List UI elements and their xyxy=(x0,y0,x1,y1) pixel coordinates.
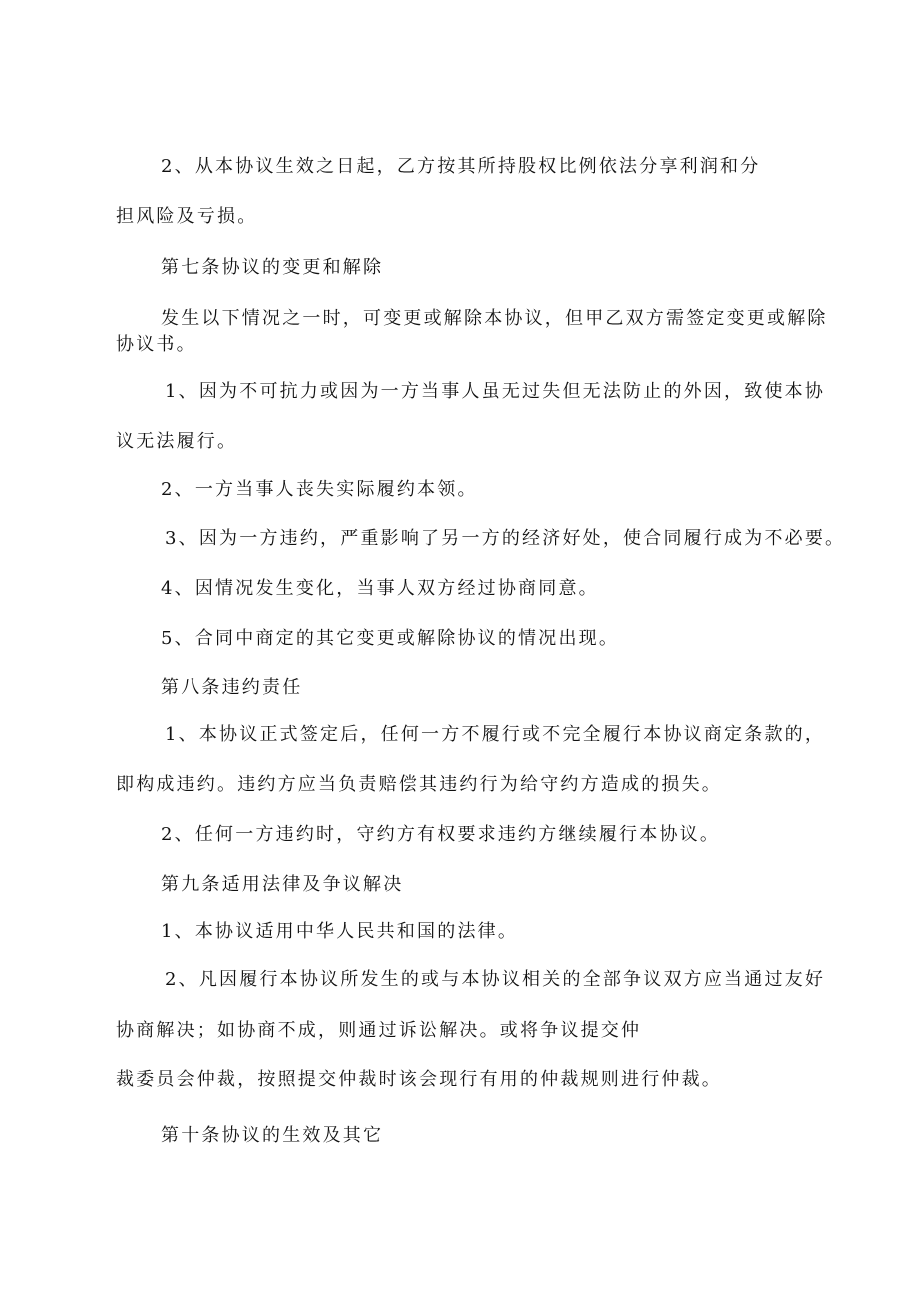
clause-6-item-2: 2、从本协议生效之日起，乙方按其所持股权比例依法分享利润和分 xyxy=(161,156,761,177)
article-7-item-5: 5、合同中商定的其它变更或解除协议的情况出现。 xyxy=(161,628,620,649)
article-7-intro: 发生以下情况之一时，可变更或解除本协议，但甲乙双方需签定变更或解除 xyxy=(161,308,828,329)
article-8-item-1-cont: 即构成违约。违约方应当负责赔偿其违约行为给守约方造成的损失。 xyxy=(116,774,722,795)
article-9-item-1: 1、本协议适用中华人民共和国的法律。 xyxy=(161,921,519,942)
article-7-intro-cont: 协议书。 xyxy=(116,334,197,355)
clause-6-item-2-cont: 担风险及亏损。 xyxy=(116,206,258,227)
article-9-item-2-cont-1: 协商解决；如协商不成，则通过诉讼解决。或将争议提交仲 xyxy=(116,1020,642,1041)
heading-article-8: 第八条违约责任 xyxy=(161,677,303,698)
article-7-item-3: 3、因为一方违约，严重影响了另一方的经济好处，使合同履行成为不必要。 xyxy=(165,528,846,549)
heading-article-10: 第十条协议的生效及其它 xyxy=(161,1125,384,1146)
heading-article-9: 第九条适用法律及争议解决 xyxy=(161,874,404,895)
heading-article-7: 第七条协议的变更和解除 xyxy=(161,257,384,278)
article-7-item-4: 4、因情况发生变化，当事人双方经过协商同意。 xyxy=(161,578,599,599)
article-7-item-2: 2、一方当事人丧失实际履约本领。 xyxy=(161,479,478,500)
article-9-item-2: 2、凡因履行本协议所发生的或与本协议相关的全部争议双方应当通过友好 xyxy=(165,969,826,990)
article-7-item-1-cont: 议无法履行。 xyxy=(116,431,238,452)
article-7-item-1: 1、因为不可抗力或因为一方当事人虽无过失但无法防止的外因，致使本协 xyxy=(165,381,826,402)
article-9-item-2-cont-2: 裁委员会仲裁，按照提交仲裁时该会现行有用的仲裁规则进行仲裁。 xyxy=(116,1069,722,1090)
article-8-item-1: 1、本协议正式签定后，任何一方不履行或不完全履行本协议商定条款的， xyxy=(165,724,826,745)
article-8-item-2: 2、任何一方违约时，守约方有权要求违约方继续履行本协议。 xyxy=(161,824,721,845)
